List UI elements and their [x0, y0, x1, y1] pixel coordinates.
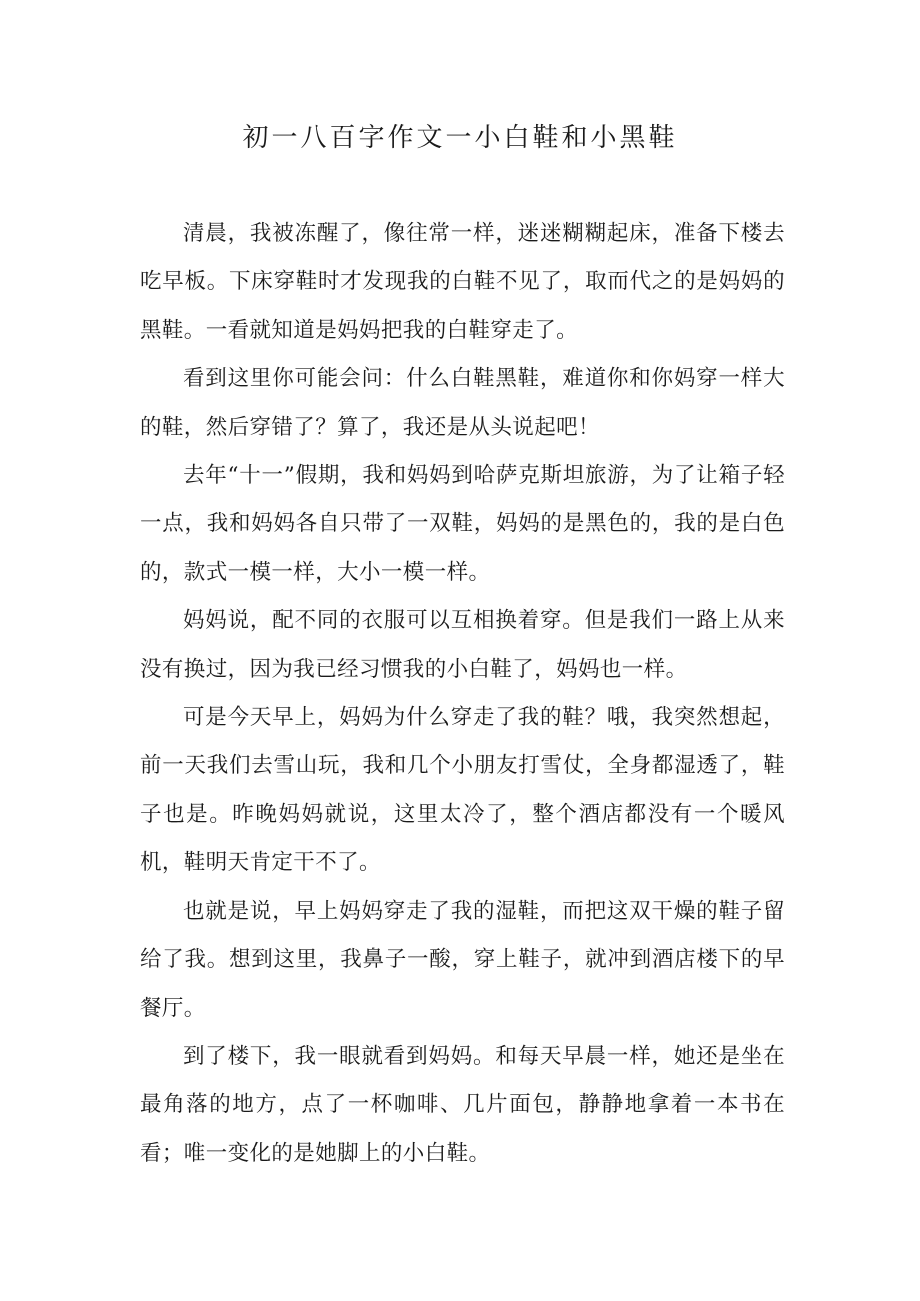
paragraph-1: 清晨，我被冻醒了，像往常一样，迷迷糊糊起床，准备下楼去吃早板。下床穿鞋时才发现我的白鞋不见了，取而代之的是妈妈的黑鞋。一看就知道是妈妈把我的白鞋穿走了。: [140, 221, 785, 343]
paragraph-2: 看到这里你可能会问：什么白鞋黑鞋，难道你和你妈穿一样大的鞋，然后穿错了？算了，我还是从头说起吧！: [140, 366, 785, 440]
paragraph-6: 也就是说，早上妈妈穿走了我的湿鞋，而把这双干燥的鞋子留给了我。想到这里，我鼻子一酸，穿上鞋子，就冲到酒店楼下的早餐厅。: [140, 898, 785, 1021]
paragraph-3: 去年“十一”假期，我和妈妈到哈萨克斯坦旅游，为了让箱子轻一点，我和妈妈各自只带了一双鞋，妈妈的是黑色的，我的是白色的，款式一模一样，大小一模一样。: [140, 463, 785, 585]
paragraph-4: 妈妈说，配不同的衣服可以互相换着穿。但是我们一路上从来没有换过，因为我已经习惯我的小白鞋了，妈妈也一样。: [140, 608, 785, 682]
document-body: [140, 210, 785, 1178]
document-title: 初一八百字作文一小白鞋和小黑鞋: [242, 123, 678, 153]
paragraph-7: 到了楼下，我一眼就看到妈妈。和每天早晨一样，她还是坐在最角落的地方，点了一杯咖啡、几片面包，静静地拿着一本书在看；唯一变化的是她脚上的小白鞋。: [140, 1043, 785, 1166]
paragraph-5: 可是今天早上，妈妈为什么穿走了我的鞋？哦，我突然想起，前一天我们去雪山玩，我和几个小朋友打雪仗，全身都湿透了，鞋子也是。昨晚妈妈就说，这里太冷了，整个酒店都没有一个暖风机，鞋明天肯定干不了。: [140, 705, 785, 876]
